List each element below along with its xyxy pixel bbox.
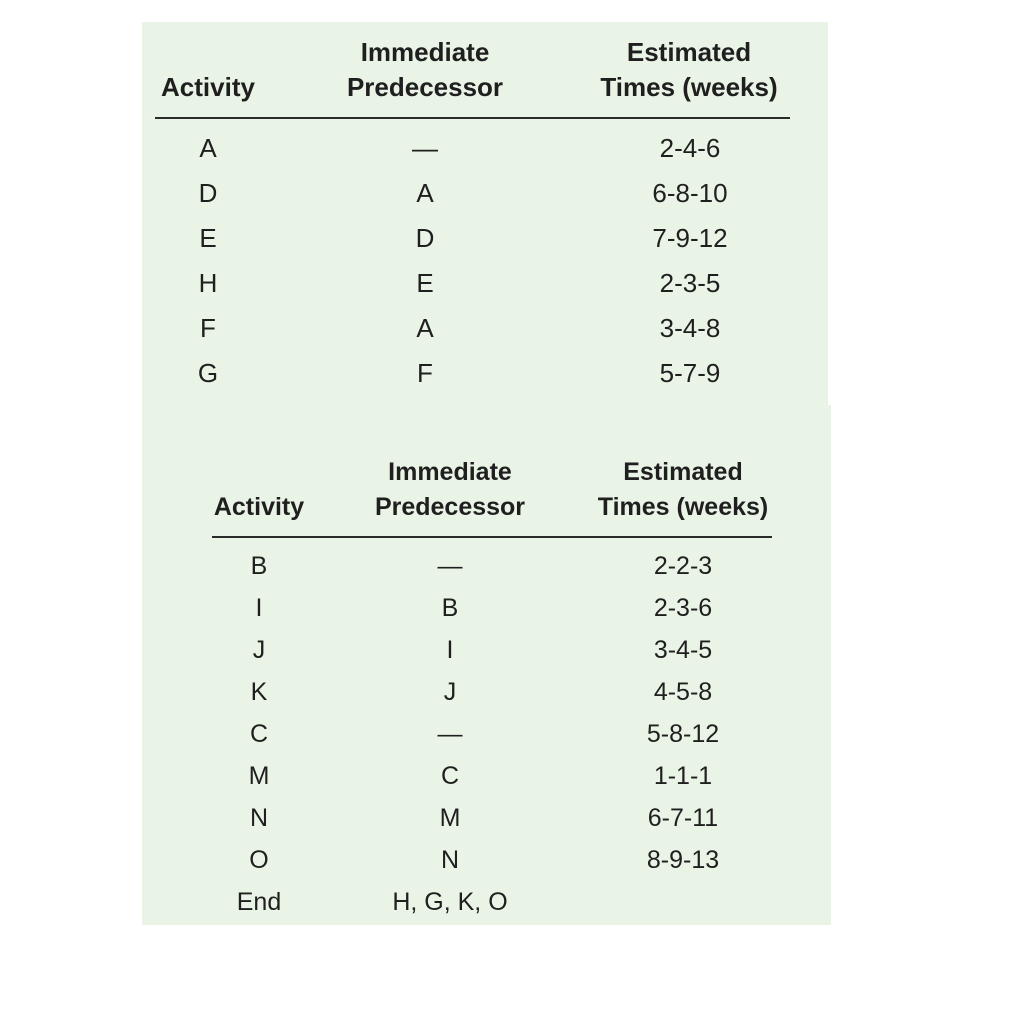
cell-times: 5-8-12 [646, 720, 720, 748]
cell-times: 1-1-1 [653, 762, 713, 790]
cell-times: 2-3-5 [659, 268, 721, 298]
cell-predecessor: F [417, 358, 433, 388]
cell-activity: N [249, 804, 269, 832]
cell-activity: M [248, 762, 270, 790]
cell-predecessor: J [443, 678, 457, 706]
cell-predecessor: I [446, 636, 454, 664]
cell-activity: A [199, 133, 217, 163]
header-rule [212, 536, 772, 538]
cell-activity: H [198, 268, 218, 298]
cell-times: 4-5-8 [653, 678, 713, 706]
cell-activity: O [249, 846, 269, 874]
cell-activity: F [200, 313, 216, 343]
cell-predecessor: — [412, 133, 438, 163]
cell-predecessor: — [437, 552, 463, 580]
cell-activity: C [249, 720, 269, 748]
cell-times: 3-4-5 [653, 636, 713, 664]
cell-times: 3-4-8 [659, 313, 721, 343]
cell-times: 7-9-12 [652, 223, 728, 253]
cell-predecessor: C [440, 762, 460, 790]
cell-activity: E [199, 223, 217, 253]
cell-predecessor: A [416, 313, 434, 343]
cell-activity: K [250, 678, 268, 706]
header-activity: Activity [161, 72, 255, 102]
cell-times: 8-9-13 [646, 846, 720, 874]
cell-times: 2-3-6 [653, 594, 713, 622]
cell-activity: G [197, 358, 219, 388]
cell-predecessor: M [439, 804, 461, 832]
cell-activity: J [252, 636, 266, 664]
cell-predecessor: N [440, 846, 460, 874]
header-estimated-times: Estimated Times (weeks) [597, 458, 769, 521]
header-rule [155, 117, 790, 119]
cell-predecessor: A [416, 178, 434, 208]
cell-activity: B [250, 552, 268, 580]
cell-predecessor: — [437, 720, 463, 748]
header-estimated-times: Estimated Times (weeks) [600, 37, 778, 102]
cell-times: 6-8-10 [652, 178, 728, 208]
cell-activity: End [236, 888, 282, 916]
cell-times: 6-7-11 [647, 804, 719, 832]
cell-predecessor: E [416, 268, 434, 298]
header-activity: Activity [213, 493, 305, 521]
cell-times [623, 881, 743, 923]
header-immediate-predecessor: Immediate Predecessor [346, 37, 504, 102]
cell-times: 2-2-3 [653, 552, 713, 580]
cell-predecessor: H, G, K, O [392, 888, 508, 916]
cell-activity: I [255, 594, 263, 622]
cell-activity: D [198, 178, 218, 208]
header-immediate-predecessor: Immediate Predecessor [374, 458, 526, 521]
cell-predecessor: B [441, 594, 459, 622]
cell-predecessor: D [415, 223, 435, 253]
cell-times: 5-7-9 [659, 358, 721, 388]
cell-times: 2-4-6 [659, 133, 721, 163]
